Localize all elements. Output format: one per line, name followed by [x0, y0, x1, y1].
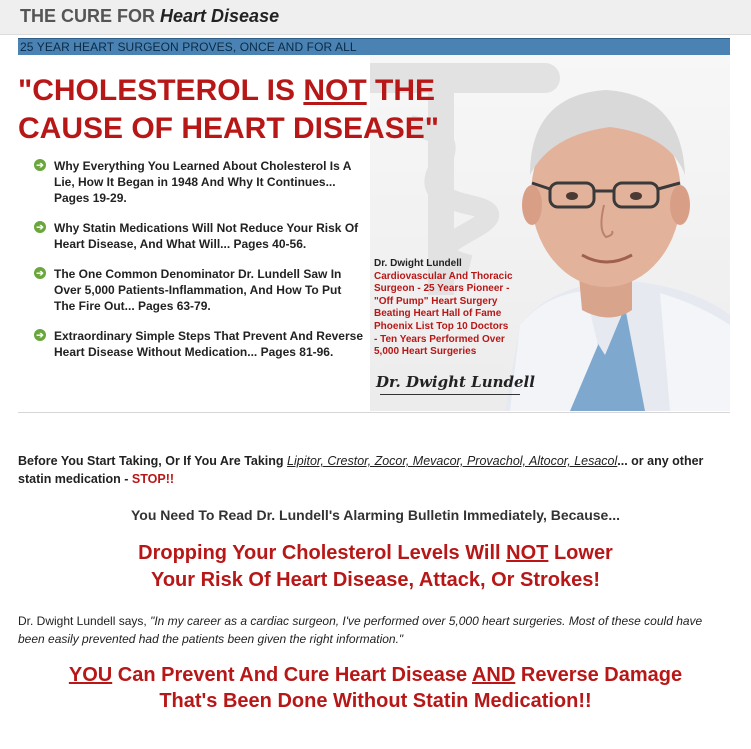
signature-underline: [380, 394, 520, 395]
bullet-text: Extraordinary Simple Steps That Prevent And Reverse Heart Disease Without Medication... Pages 81-96.: [54, 329, 363, 359]
heading-emphasis: NOT: [506, 542, 549, 564]
bullet-item: [34, 220, 364, 252]
banner-bar: [18, 38, 730, 55]
closing-part2: Reverse Damage: [515, 664, 683, 686]
section-divider: [18, 412, 730, 413]
surgeon-quote: [18, 612, 730, 648]
headline-line1-pre: "CHOLESTEROL IS: [18, 74, 304, 107]
bullet-list: [34, 158, 364, 374]
surgeon-caption: [374, 258, 514, 359]
arrow-bullet-icon: ➔: [34, 159, 46, 171]
arrow-bullet-icon: ➔: [34, 267, 46, 279]
surgeon-name: Dr. Dwight Lundell: [374, 258, 462, 269]
closing-you: YOU: [68, 664, 113, 686]
statin-warning: [18, 452, 718, 488]
stop-text: STOP!!: [131, 472, 175, 486]
heading-line1-pre: Dropping Your Cholesterol Levels Will: [138, 542, 507, 564]
closing-line2: That's Been Done Without Statin Medication!!: [159, 690, 592, 712]
headline-line1-post: THE: [366, 74, 436, 107]
warning-pre: Before You Start Taking, Or If You Are Taking: [18, 454, 288, 468]
bullet-item: [34, 266, 364, 314]
surgeon-signature: Dr. Dwight Lundell: [376, 373, 535, 391]
heading-line2: Your Risk Of Heart Disease, Attack, Or Strokes!: [150, 569, 601, 591]
closing-part1: Can Prevent And Cure Heart Disease: [112, 664, 472, 686]
quote-text: "In my career as a cardiac surgeon, I've performed over 5,000 heart surgeries. Most of these could have been easily prevented had the patients been given the right information.": [18, 614, 703, 646]
warning-mid: ... or any other statin medication -: [18, 454, 704, 486]
arrow-bullet-icon: ➔: [34, 221, 46, 233]
title-italic: Heart Disease: [160, 6, 280, 26]
page-title: [20, 6, 279, 27]
main-headline: [18, 72, 488, 148]
bullet-item: [34, 158, 364, 206]
banner-text: 25 YEAR HEART SURGEON PROVES, ONCE AND FOR ALL: [20, 40, 357, 54]
headline-emphasis: NOT: [303, 74, 367, 107]
surgeon-credentials: Cardiovascular And Thoracic Surgeon - 25 Years Pioneer - "Off Pump" Heart Surgery Beating Heart Hall of Fame Phoenix List Top 10 Doctors - Ten Years Performed Over 5,000 Heart Surgeries: [374, 270, 513, 358]
cholesterol-heading: [0, 540, 751, 594]
bullet-text: Why Statin Medications Will Not Reduce Your Risk Of Heart Disease, And What Will... Pages 40-56.: [54, 221, 359, 251]
bullet-item: [34, 328, 364, 360]
drug-list-link[interactable]: Lipitor, Crestor, Zocor, Mevacor, Provachol, Altocor, Lesacol: [287, 454, 618, 468]
bullet-text: Why Everything You Learned About Cholesterol Is A Lie, How It Began in 1948 And Why It Continues... Pages 19-29.: [54, 159, 351, 205]
headline-line2: CAUSE OF HEART DISEASE": [18, 112, 439, 145]
page-header: [0, 0, 751, 35]
closing-and: AND: [471, 664, 516, 686]
closing-heading: [0, 662, 751, 714]
title-plain: THE CURE FOR: [20, 6, 161, 26]
heading-line1-post: Lower: [548, 542, 613, 564]
quote-lead: Dr. Dwight Lundell says,: [18, 614, 151, 628]
read-bulletin-text: You Need To Read Dr. Lundell's Alarming Bulletin Immediately, Because...: [130, 507, 621, 523]
bullet-text: The One Common Denominator Dr. Lundell Saw In Over 5,000 Patients-Inflammation, And How To Put The Fire Out... Pages 63-79.: [54, 267, 342, 313]
arrow-bullet-icon: ➔: [34, 329, 46, 341]
